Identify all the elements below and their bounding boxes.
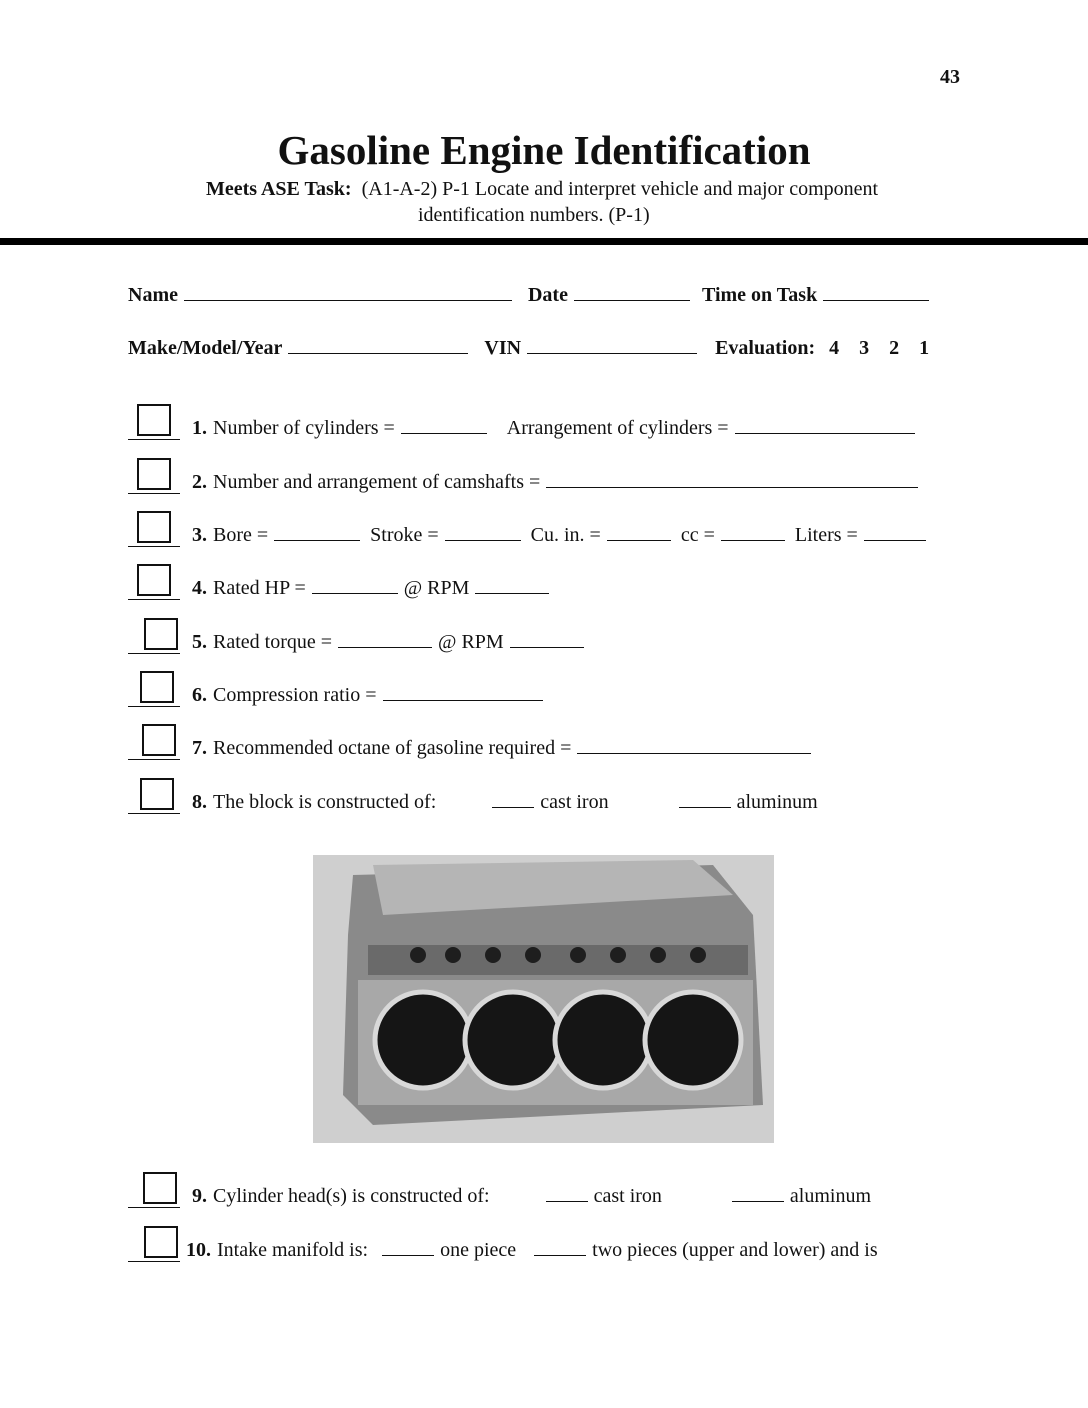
- item-number: 2.: [192, 471, 207, 493]
- block-cast-iron-field[interactable]: [492, 806, 534, 808]
- liters-field[interactable]: [864, 539, 926, 541]
- item-number: 5.: [192, 631, 207, 653]
- item-text: Recommended octane of gasoline required =: [213, 737, 572, 759]
- octane-field[interactable]: [577, 752, 811, 754]
- header-row-2: [128, 337, 929, 360]
- cc-field[interactable]: [721, 539, 785, 541]
- ase-task-text: (A1-A-2) P-1 Locate and interpret vehicle and major component: [361, 178, 879, 200]
- stroke-field[interactable]: [445, 539, 521, 541]
- item-text: aluminum: [789, 1185, 872, 1207]
- item-text: cast iron: [593, 1185, 662, 1207]
- bore-field[interactable]: [274, 539, 360, 541]
- item-5: [128, 631, 590, 654]
- cu-in-field[interactable]: [607, 539, 671, 541]
- hp-rpm-field[interactable]: [475, 592, 549, 594]
- item-number: 10.: [186, 1239, 211, 1261]
- ase-task-label: Meets ASE Task:: [206, 178, 352, 200]
- item-text: one piece: [440, 1239, 517, 1261]
- engine-block-photo: [313, 855, 774, 1143]
- item-number: 7.: [192, 737, 207, 759]
- compression-field[interactable]: [383, 699, 543, 701]
- item-number: 3.: [192, 524, 207, 546]
- torque-rpm-field[interactable]: [510, 646, 584, 648]
- item-text: @ RPM: [438, 631, 504, 653]
- item-text: Intake manifold is:: [217, 1239, 369, 1261]
- make-model-year-field[interactable]: [288, 352, 468, 354]
- time-on-task-field[interactable]: [823, 299, 929, 301]
- item-text: Number of cylinders =: [213, 417, 395, 439]
- manifold-one-piece-field[interactable]: [382, 1254, 434, 1256]
- item-text: Cylinder head(s) is constructed of:: [213, 1185, 490, 1207]
- cylinders-field[interactable]: [401, 432, 487, 434]
- hp-field[interactable]: [312, 592, 398, 594]
- name-label: Name: [128, 284, 178, 306]
- item-text: Rated torque =: [213, 631, 333, 653]
- evaluation-score-1[interactable]: 1: [919, 337, 930, 359]
- item-7: [128, 737, 817, 760]
- item-text: Compression ratio =: [213, 684, 377, 706]
- head-cast-iron-field[interactable]: [546, 1200, 588, 1202]
- page-title: Gasoline Engine Identification: [277, 127, 811, 173]
- item-text: Liters =: [794, 524, 858, 546]
- item-9: [128, 1185, 871, 1208]
- ase-task-text-cont: identification numbers. (P-1): [418, 204, 650, 226]
- item-4: [128, 577, 555, 600]
- page-number: 43: [940, 66, 960, 88]
- item-8: [128, 791, 818, 814]
- date-field[interactable]: [574, 299, 690, 301]
- time-on-task-label: Time on Task: [701, 284, 818, 306]
- block-aluminum-field[interactable]: [679, 806, 731, 808]
- head-aluminum-field[interactable]: [732, 1200, 784, 1202]
- item-text: Stroke =: [370, 524, 439, 546]
- vin-label: VIN: [484, 337, 522, 359]
- item-text: Cu. in. =: [530, 524, 601, 546]
- evaluation-score-4[interactable]: 4: [829, 337, 840, 359]
- item-10: [128, 1239, 878, 1262]
- item-number: 6.: [192, 684, 207, 706]
- item-text: Arrangement of cylinders =: [506, 417, 729, 439]
- evaluation-score-2[interactable]: 2: [889, 337, 900, 359]
- item-number: 8.: [192, 791, 207, 813]
- header-divider: [0, 238, 1088, 245]
- date-label: Date: [527, 284, 568, 306]
- evaluation-label: Evaluation:: [715, 337, 816, 359]
- torque-field[interactable]: [338, 646, 432, 648]
- item-1: [128, 417, 921, 440]
- name-field[interactable]: [184, 299, 512, 301]
- item-text: two pieces (upper and lower) and is: [592, 1239, 878, 1261]
- item-3: [128, 524, 932, 547]
- make-model-year-label: Make/Model/Year: [128, 337, 283, 359]
- arrangement-field[interactable]: [735, 432, 915, 434]
- item-text: @ RPM: [403, 577, 470, 599]
- item-text: The block is constructed of:: [213, 791, 437, 813]
- camshafts-field[interactable]: [546, 486, 918, 488]
- item-number: 9.: [192, 1185, 207, 1207]
- evaluation-score-3[interactable]: 3: [859, 337, 870, 359]
- header-row-1: [128, 284, 935, 307]
- vin-field[interactable]: [527, 352, 697, 354]
- item-number: 4.: [192, 577, 207, 599]
- item-text: Rated HP =: [213, 577, 306, 599]
- item-text: aluminum: [736, 791, 818, 813]
- item-text: cast iron: [540, 791, 609, 813]
- item-text: Number and arrangement of camshafts =: [213, 471, 541, 493]
- item-6: [128, 684, 549, 707]
- ase-task-line: [206, 178, 878, 201]
- item-text: Bore =: [213, 524, 269, 546]
- manifold-two-pieces-field[interactable]: [534, 1254, 586, 1256]
- item-2: [128, 471, 924, 494]
- item-number: 1.: [192, 417, 207, 439]
- item-text: cc =: [680, 524, 715, 546]
